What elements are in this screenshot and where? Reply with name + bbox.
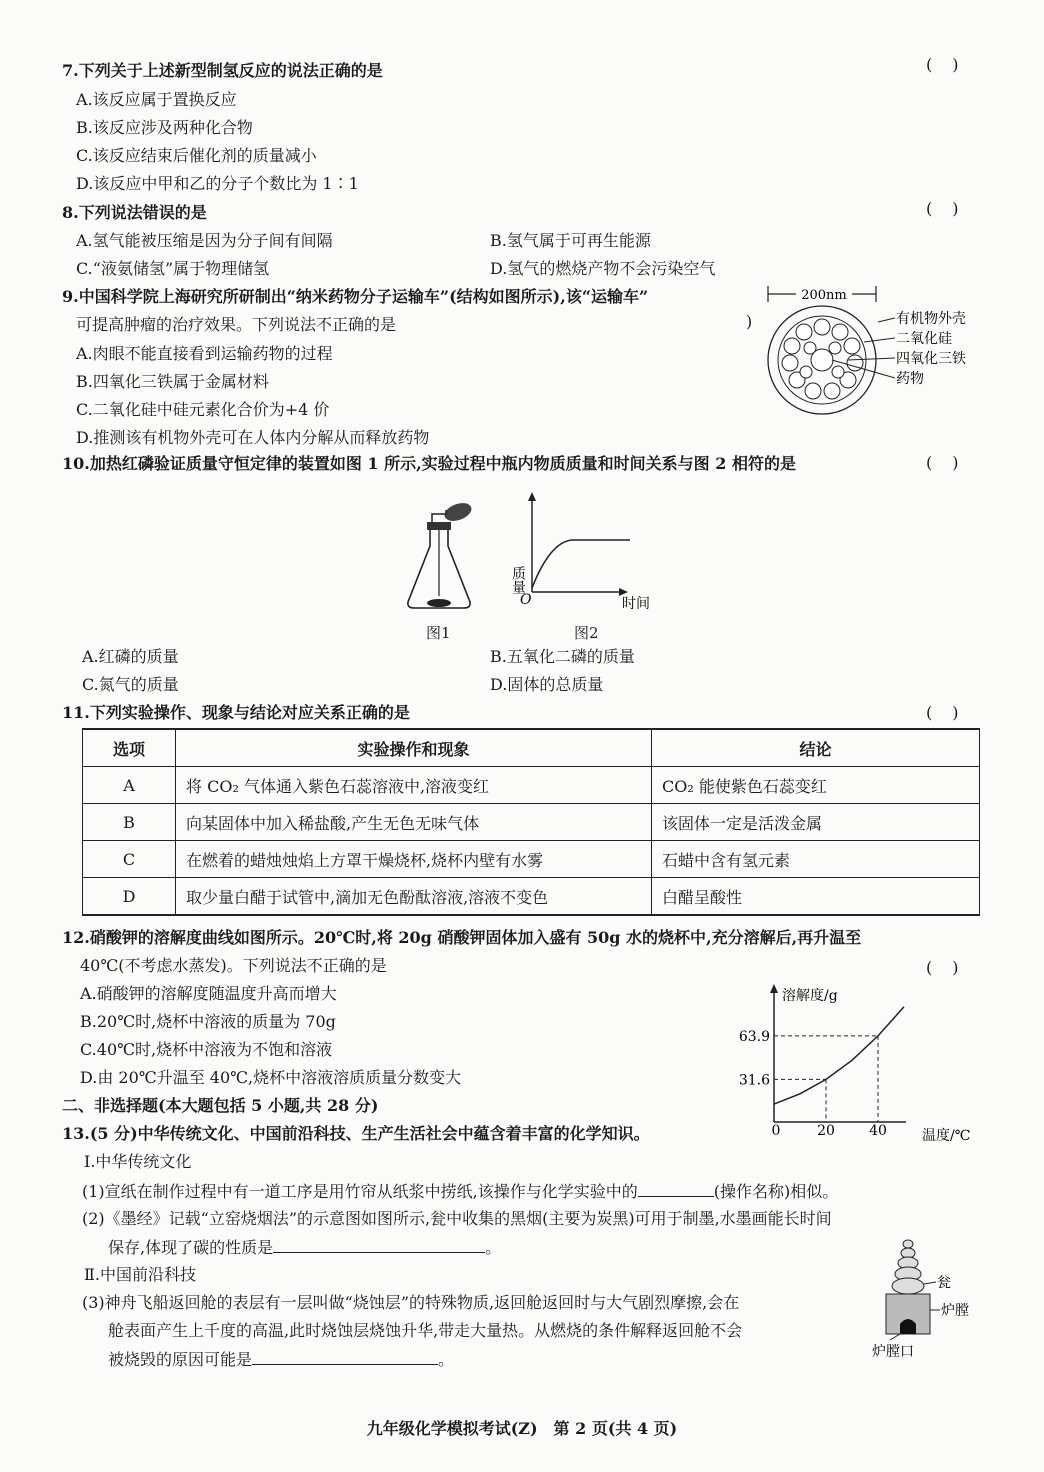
q12-option-c: C.40℃时,烧杯中溶液为不饱和溶液 bbox=[80, 1040, 333, 1059]
graph-origin: O bbox=[520, 592, 532, 608]
q8-answer-paren: ( ) bbox=[926, 199, 961, 218]
q11-answer-paren: ( ) bbox=[926, 703, 961, 722]
kiln-label-mouth: 炉膛口 bbox=[872, 1344, 914, 1360]
q13-sub1 bbox=[82, 1180, 838, 1203]
row-c-operation: 在燃着的蜡烛烛焰上方罩干燥烧杯,烧杯内壁有水雾 bbox=[176, 841, 652, 878]
q13-part1: Ⅰ.中华传统文化 bbox=[84, 1152, 192, 1171]
q7-option-d: D.该反应中甲和乙的分子个数比为 1∶1 bbox=[76, 174, 359, 193]
fig1-caption: 图1 bbox=[426, 624, 451, 642]
q7-option-b: B.该反应涉及两种化合物 bbox=[76, 118, 253, 137]
fig2-caption: 图2 bbox=[574, 624, 599, 642]
q13-sub3-text: 被烧毁的原因可能是 bbox=[108, 1350, 253, 1369]
page-footer: 九年级化学模拟考试(Z) 第 2 页(共 4 页) bbox=[366, 1419, 678, 1438]
row-c-conclusion: 石蜡中含有氢元素 bbox=[652, 841, 980, 878]
answer-blank-1[interactable] bbox=[638, 1180, 714, 1197]
q7-option-a: A.该反应属于置换反应 bbox=[76, 90, 237, 109]
table-row bbox=[83, 841, 980, 878]
label-fe3o4: 四氧化三铁 bbox=[896, 351, 966, 367]
flask-figure bbox=[396, 496, 486, 620]
kno3-solubility-curve bbox=[774, 1007, 904, 1104]
kiln-figure bbox=[870, 1236, 982, 1360]
section-2-heading: 二、非选择题(本大题包括 5 小题,共 28 分) bbox=[62, 1096, 379, 1115]
row-b-operation: 向某固体中加入稀盐酸,产生无色无味气体 bbox=[176, 804, 652, 841]
q8-option-b: B.氢气属于可再生能源 bbox=[490, 231, 651, 250]
q13-sub1-text: (1)宣纸在制作过程中有一道工序是用竹帘从纸浆中捞纸,该操作与化学实验中的 bbox=[82, 1182, 638, 1201]
q11-stem: 11.下列实验操作、现象与结论对应关系正确的是 bbox=[62, 703, 410, 722]
q13-sub3-line2: 舱表面产生上千度的高温,此时烧蚀层烧蚀升华,带走大量热。从燃烧的条件解释返回舱不会 bbox=[108, 1321, 743, 1340]
q10-option-d: D.固体的总质量 bbox=[490, 675, 604, 694]
y-tick-63-9: 63.9 bbox=[738, 1028, 770, 1045]
q13-sub2-text: 保存,体现了碳的性质是 bbox=[108, 1238, 274, 1257]
graph-ylabel: 质量 bbox=[510, 566, 526, 594]
row-b-option: B bbox=[83, 804, 176, 841]
row-d-operation: 取少量白醋于试管中,滴加无色酚酞溶液,溶液不变色 bbox=[176, 878, 652, 916]
kiln-label-chamber: 炉膛 bbox=[941, 1303, 969, 1319]
q10-option-c: C.氮气的质量 bbox=[82, 675, 179, 694]
q13-sub2-line2 bbox=[108, 1236, 501, 1259]
graph-xlabel: 时间 bbox=[622, 596, 650, 612]
scale-label: 200nm bbox=[801, 288, 847, 303]
solubility-chart bbox=[736, 982, 986, 1144]
row-c-option: C bbox=[83, 841, 176, 878]
q13-sub1-tail: (操作名称)相似。 bbox=[713, 1182, 839, 1201]
q12-stem-line2: 40℃(不考虑水蒸发)。下列说法不正确的是 bbox=[80, 956, 387, 975]
guide-lines bbox=[774, 1036, 878, 1122]
experiment-table bbox=[82, 728, 980, 916]
q13-sub3-line3 bbox=[108, 1348, 454, 1371]
q13-stem: 13.(5 分)中华传统文化、中国前沿科技、生产生活社会中蕴含着丰富的化学知识。 bbox=[62, 1124, 650, 1143]
q9-option-c: C.二氧化硅中硅元素化合价为+4 价 bbox=[76, 400, 330, 419]
label-shell: 有机物外壳 bbox=[896, 311, 966, 327]
q9-option-d: D.推测该有机物外壳可在人体内分解从而释放药物 bbox=[76, 428, 430, 447]
q12-option-a: A.硝酸钾的溶解度随温度升高而增大 bbox=[80, 984, 337, 1003]
chart-ylabel: 溶解度/g bbox=[782, 988, 838, 1004]
answer-blank-2[interactable] bbox=[273, 1236, 485, 1253]
q12-stem-line1: 12.硝酸钾的溶解度曲线如图所示。20℃时,将 20g 硝酸钾固体加入盛有 50g 水的烧杯中,充分溶解后,再升温至 bbox=[62, 928, 862, 947]
chart-xlabel: 温度/℃ bbox=[922, 1128, 971, 1144]
x-tick-20: 20 bbox=[817, 1123, 835, 1139]
q12-option-d: D.由 20℃升温至 40℃,烧杯中溶液溶质质量分数变大 bbox=[80, 1068, 462, 1087]
q7-option-c: C.该反应结束后催化剂的质量减小 bbox=[76, 146, 317, 165]
q10-answer-paren: ( ) bbox=[926, 453, 961, 472]
kiln-label-weng: 瓮 bbox=[937, 1275, 951, 1291]
table-row bbox=[83, 767, 980, 804]
q9-option-b: B.四氧化三铁属于金属材料 bbox=[76, 372, 269, 391]
q10-option-b: B.五氧化二磷的质量 bbox=[490, 647, 635, 666]
header-conclusion: 结论 bbox=[652, 729, 980, 767]
header-option: 选项 bbox=[83, 729, 176, 767]
label-drug: 药物 bbox=[896, 371, 924, 387]
row-b-conclusion: 该固体一定是活泼金属 bbox=[652, 804, 980, 841]
label-sio2: 二氧化硅 bbox=[896, 331, 952, 347]
q13-sub2-line1: (2)《墨经》记载“立窑烧烟法”的示意图如图所示,瓮中收集的黑烟(主要为炭黑)可用于制墨,水墨画能长时间 bbox=[82, 1209, 832, 1228]
y-axis-arrow bbox=[770, 984, 778, 993]
q7-answer-paren: ( ) bbox=[926, 55, 961, 74]
row-a-option: A bbox=[83, 767, 176, 804]
header-operation: 实验操作和现象 bbox=[176, 729, 652, 767]
row-d-option: D bbox=[83, 878, 176, 916]
q13-sub3-line1: (3)神舟飞船返回舱的表层有一层叫做“烧蚀层”的特殊物质,返回舱返回时与大气剧烈摩擦,会在 bbox=[82, 1293, 740, 1312]
q9-option-a: A.肉眼不能直接看到运输药物的过程 bbox=[76, 344, 333, 363]
q10-stem: 10.加热红磷验证质量守恒定律的装置如图 1 所示,实验过程中瓶内物质质量和时间关系与图 2 相符的是 bbox=[62, 454, 796, 473]
nano-carrier-figure bbox=[760, 280, 990, 420]
q12-answer-paren: ( ) bbox=[926, 958, 961, 977]
row-a-conclusion: CO₂ 能使紫色石蕊变红 bbox=[652, 767, 980, 804]
q10-option-a: A.红磷的质量 bbox=[82, 647, 179, 666]
q8-option-c: C.“液氨储氢”属于物理储氢 bbox=[76, 259, 270, 278]
row-a-operation: 将 CO₂ 气体通入紫色石蕊溶液中,溶液变红 bbox=[176, 767, 652, 804]
x-tick-0: 0 bbox=[771, 1123, 781, 1139]
q13-part2: Ⅱ.中国前沿科技 bbox=[84, 1265, 196, 1284]
table-row bbox=[83, 878, 980, 916]
table-header-row bbox=[83, 729, 980, 767]
q12-option-b: B.20℃时,烧杯中溶液的质量为 70g bbox=[80, 1012, 336, 1031]
q8-option-d: D.氢气的燃烧产物不会污染空气 bbox=[490, 259, 716, 278]
row-d-conclusion: 白醋呈酸性 bbox=[652, 878, 980, 916]
q13-sub2-tail: 。 bbox=[485, 1238, 502, 1257]
q7-stem: 7.下列关于上述新型制氢反应的说法正确的是 bbox=[62, 61, 383, 80]
table-row bbox=[83, 804, 980, 841]
x-tick-40: 40 bbox=[869, 1123, 887, 1139]
q9-stem-line2: 可提高肿瘤的治疗效果。下列说法不正确的是 bbox=[76, 315, 397, 334]
q9-stem-line1: 9.中国科学院上海研究所研制出“纳米药物分子运输车”(结构如图所示),该“运输车” bbox=[62, 287, 649, 306]
y-tick-31-6: 31.6 bbox=[738, 1072, 770, 1089]
q8-stem: 8.下列说法错误的是 bbox=[62, 203, 207, 222]
q8-option-a: A.氢气能被压缩是因为分子间有间隔 bbox=[76, 231, 333, 250]
q9-answer-paren: ) bbox=[746, 312, 755, 331]
q13-sub3-tail: 。 bbox=[438, 1350, 455, 1369]
mass-time-graph bbox=[510, 492, 660, 616]
answer-blank-3[interactable] bbox=[252, 1348, 438, 1365]
